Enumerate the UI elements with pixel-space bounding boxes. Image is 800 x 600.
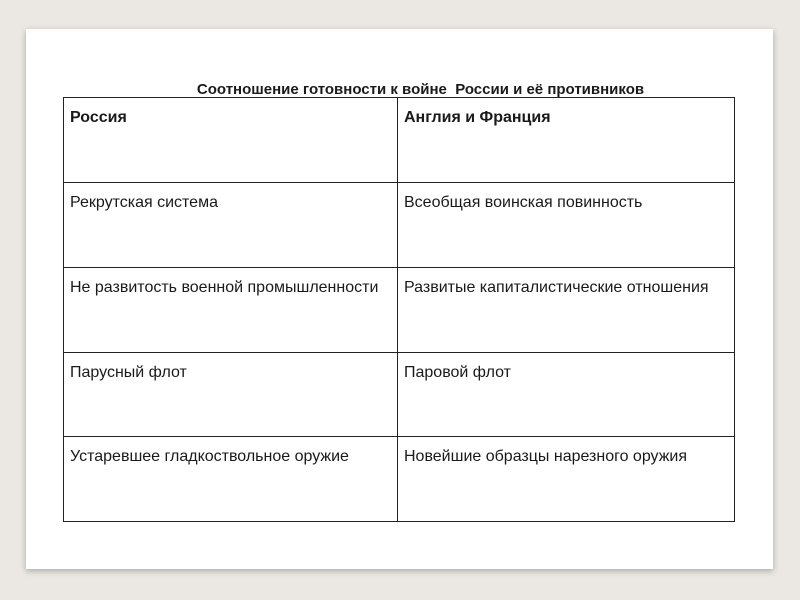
table-cell: Рекрутская система <box>64 183 398 268</box>
table-cell: Новейшие образцы нарезного оружия <box>398 437 735 522</box>
header-england-france: Англия и Франция <box>398 98 735 183</box>
header-russia: Россия <box>64 98 398 183</box>
table-cell: Парусный флот <box>64 353 398 437</box>
slide <box>26 29 773 569</box>
table-row <box>64 353 735 437</box>
table-header-row <box>64 98 735 183</box>
table-cell: Не развитость военной промышленности <box>64 268 398 353</box>
comparison-table <box>63 97 735 522</box>
table-row <box>64 268 735 353</box>
table-cell: Устаревшее гладкоствольное оружие <box>64 437 398 522</box>
table-row <box>64 183 735 268</box>
table-cell: Развитые капиталистические отношения <box>398 268 735 353</box>
table-row <box>64 437 735 522</box>
page-title: Соотношение готовности к войне России и её противников <box>196 81 645 98</box>
table-cell: Всеобщая воинская повинность <box>398 183 735 268</box>
table-cell: Паровой флот <box>398 353 735 437</box>
